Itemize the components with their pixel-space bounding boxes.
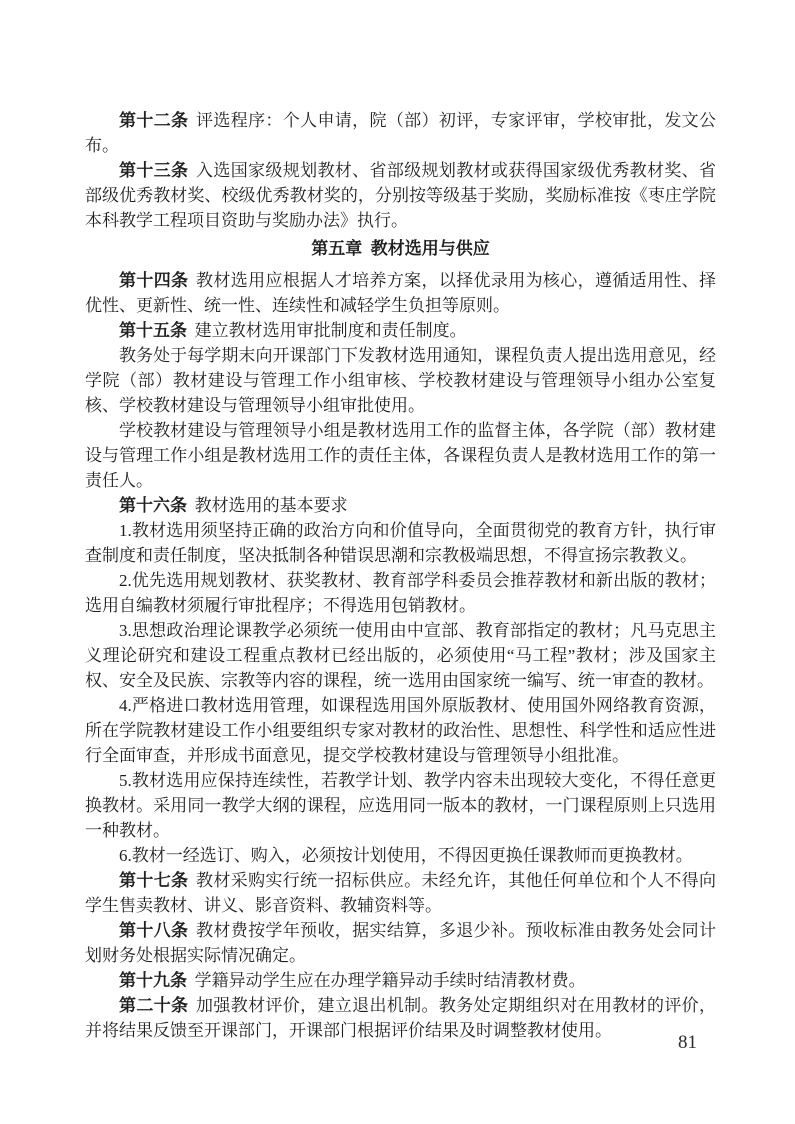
- numbered-item: [85, 618, 716, 693]
- paragraph-text: 学校教材建设与管理领导小组是教材选用工作的监督主体，各学院（部）教材建设与管理工作小组是教材选用工作的责任主体，各课程负责人是教材选用工作的第一责任人。: [85, 421, 716, 490]
- article-paragraph: [85, 268, 716, 318]
- article-text: 学籍异动学生应在办理学籍异动手续时结清教材费。: [194, 971, 586, 990]
- article-term: 第十七条: [119, 871, 189, 890]
- article-paragraph: [85, 868, 716, 918]
- chapter-heading: [85, 236, 716, 261]
- article-paragraph: [85, 918, 716, 968]
- chapter-title: 教材选用与供应: [370, 239, 490, 258]
- item-text: 1.教材选用须坚持正确的政治方向和价值导向，全面贯彻党的教育方针，执行审查制度和责任制度，坚决抵制各种错误思潮和宗教极端思想，不得宣扬宗教教义。: [85, 521, 716, 565]
- numbered-item: [85, 768, 716, 843]
- article-term: 第十三条: [119, 161, 189, 180]
- body-paragraph: [85, 418, 716, 493]
- chapter-number: 第五章: [311, 239, 363, 258]
- body-paragraph: [85, 343, 716, 418]
- article-paragraph: [85, 318, 716, 343]
- article-paragraph: [85, 493, 716, 518]
- item-text: 6.教材一经选订、购入，必须按计划使用，不得因更换任课教师而更换教材。: [119, 846, 693, 865]
- article-paragraph: [85, 968, 716, 993]
- article-text: 教材选用的基本要求: [194, 496, 348, 515]
- article-text: 教材采购实行统一招标供应。未经允许，其他任何单位和个人不得向学生售卖教材、讲义、影音资料、教辅资料等。: [85, 871, 717, 915]
- article-term: 第十九条: [119, 971, 187, 990]
- numbered-item: [85, 568, 716, 618]
- numbered-item: [85, 518, 716, 568]
- article-term: 第十四条: [119, 271, 189, 290]
- article-text: 教材费按学年预收，据实结算，多退少补。预收标准由教务处会同计划财务处根据实际情况确定。: [85, 921, 717, 965]
- paragraph-text: 教务处于每学期末向开课部门下发教材选用通知，课程负责人提出选用意见，经学院（部）教材建设与管理工作小组审核、学校教材建设与管理领导小组办公室复核、学校教材建设与管理领导小组审批使用。: [85, 346, 716, 415]
- numbered-item: [85, 693, 716, 768]
- item-text: 3.思想政治理论课教学必须统一使用由中宣部、教育部指定的教材；凡马克思主义理论研究和建设工程重点教材已经出版的，必须使用“马工程”教材；涉及国家主权、安全及民族、宗教等内容的课程，统一选用由国家统一编写、统一审查的教材。: [85, 621, 716, 690]
- document-body: [85, 108, 716, 1043]
- item-text: 5.教材选用应保持连续性，若教学计划、教学内容未出现较大变化，不得任意更换教材。采用同一教学大纲的课程，应选用同一版本的教材，一门课程原则上只选用一种教材。: [85, 771, 716, 840]
- article-paragraph: [85, 108, 716, 158]
- article-text: 入选国家级规划教材、省部级规划教材或获得国家级优秀教材奖、省部级优秀教材奖、校级优秀教材奖的，分别按等级基于奖励，奖励标准按《枣庄学院本科教学工程项目资助与奖励办法》执行。: [85, 161, 717, 230]
- article-text: 教材选用应根据人才培养方案，以择优录用为核心，遵循适用性、择优性、更新性、统一性、连续性和减轻学生负担等原则。: [85, 271, 717, 315]
- article-paragraph: [85, 158, 716, 233]
- article-term: 第十五条: [119, 321, 187, 340]
- article-text: 加强教材评价，建立退出机制。教务处定期组织对在用教材的评价，并将结果反馈至开课部门，开课部门根据评价结果及时调整教材使用。: [85, 996, 717, 1040]
- article-paragraph: [85, 993, 716, 1043]
- article-text: 建立教材选用审批制度和责任制度。: [194, 321, 467, 340]
- article-term: 第十六条: [119, 496, 187, 515]
- article-text: 评选程序：个人申请，院（部）初评，专家评审，学校审批，发文公布。: [85, 111, 717, 155]
- item-text: 4.严格进口教材选用管理，如课程选用国外原版教材、使用国外网络教育资源，所在学院教材建设工作小组要组织专家对教材的政治性、思想性、科学性和适应性进行全面审查，并形成书面意见，提交学校教材建设与管理领导小组批准。: [85, 696, 716, 765]
- numbered-item: [85, 843, 716, 868]
- article-term: 第十八条: [119, 921, 189, 940]
- page-number: 81: [678, 1032, 697, 1053]
- article-term: 第二十条: [119, 996, 189, 1015]
- item-text: 2.优先选用规划教材、获奖教材、教育部学科委员会推荐教材和新出版的教材；选用自编教材须履行审批程序；不得选用包销教材。: [85, 571, 716, 615]
- article-term: 第十二条: [119, 111, 189, 130]
